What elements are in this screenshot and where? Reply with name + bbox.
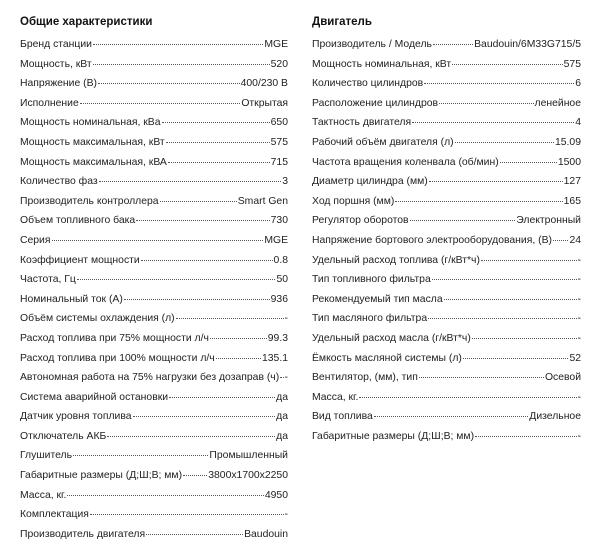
- dotted-leader: [500, 162, 557, 163]
- general-specs-heading: Общие характеристики: [20, 16, 153, 28]
- spec-value: -: [577, 332, 581, 344]
- dotted-leader: [481, 260, 577, 261]
- spec-value: Smart Gen: [237, 195, 288, 207]
- spec-label: Вентилятор, (мм), тип: [312, 372, 418, 384]
- engine-spec-row: [312, 98, 581, 118]
- spec-label: Автономная работа на 75% нагрузки без дозаправ (ч): [20, 372, 280, 384]
- general-spec-row: [20, 529, 288, 548]
- dotted-leader: [455, 142, 554, 143]
- spec-value: -: [284, 509, 288, 521]
- spec-label: Тактность двигателя: [312, 117, 412, 129]
- spec-value: ленейное: [534, 97, 581, 109]
- spec-value: -: [284, 372, 288, 384]
- spec-label: Рабочий объём двигателя (л): [312, 136, 454, 148]
- spec-label: Габаритные размеры (Д;Ш;В; мм): [312, 430, 475, 442]
- engine-spec-row: [312, 59, 581, 79]
- engine-spec-row: [312, 78, 581, 98]
- spec-value: 4: [575, 117, 581, 129]
- general-spec-row: [20, 450, 288, 470]
- general-spec-row: [20, 137, 288, 157]
- general-spec-row: [20, 78, 288, 98]
- spec-label: Датчик уровня топлива: [20, 411, 132, 423]
- general-spec-row: [20, 372, 288, 392]
- dotted-leader: [160, 201, 237, 202]
- spec-label: Габаритные размеры (Д;Ш;В; мм): [20, 470, 183, 482]
- spec-value: 165: [563, 195, 581, 207]
- spec-value: 575: [563, 58, 581, 70]
- dotted-leader: [67, 495, 263, 496]
- engine-spec-row: [312, 137, 581, 157]
- engine-spec-row: [312, 411, 581, 431]
- dotted-leader: [475, 436, 576, 437]
- general-spec-row: [20, 255, 288, 275]
- spec-value: 715: [270, 156, 288, 168]
- spec-value: 520: [270, 58, 288, 70]
- spec-label: Удельный расход масла (г/кВт*ч): [312, 332, 471, 344]
- spec-value: 50: [276, 274, 288, 286]
- spec-value: 99.3: [267, 332, 288, 344]
- general-spec-row: [20, 431, 288, 451]
- spec-value: Открытая: [241, 97, 288, 109]
- general-spec-row: [20, 333, 288, 353]
- spec-value: Дизельное: [529, 411, 581, 423]
- dotted-leader: [169, 397, 275, 398]
- engine-spec-row: [312, 235, 581, 255]
- spec-label: Регулятор оборотов: [312, 215, 409, 227]
- spec-value: Промышленный: [209, 450, 288, 462]
- general-specs-list: [20, 39, 288, 548]
- engine-specs-heading: Двигатель: [312, 16, 372, 28]
- spec-label: Расположение цилиндров: [312, 97, 439, 109]
- spec-label: Ёмкость масляной системы (л): [312, 352, 462, 364]
- spec-label: Расход топлива при 75% мощности л/ч: [20, 332, 209, 344]
- spec-label: Производитель / Модель: [312, 39, 432, 50]
- engine-spec-row: [312, 333, 581, 353]
- engine-spec-row: [312, 274, 581, 294]
- spec-value: -: [577, 391, 581, 403]
- spec-value: 4950: [264, 489, 288, 501]
- spec-value: -: [577, 313, 581, 325]
- spec-label: Напряжение бортового электрооборудования, (В): [312, 234, 552, 246]
- dotted-leader: [553, 240, 568, 241]
- engine-spec-row: [312, 39, 581, 59]
- dotted-leader: [374, 416, 529, 417]
- spec-label: Мощность, кВт: [20, 58, 92, 70]
- engine-spec-row: [312, 117, 581, 137]
- dotted-leader: [452, 64, 563, 65]
- spec-label: Количество фаз: [20, 176, 98, 188]
- spec-value: -: [577, 274, 581, 286]
- spec-label: Расход топлива при 100% мощности л/ч: [20, 352, 215, 364]
- dotted-leader: [410, 220, 516, 221]
- spec-value: 3800x1700x2250: [208, 470, 288, 482]
- engine-spec-row: [312, 313, 581, 333]
- spec-value: да: [276, 411, 288, 423]
- general-spec-row: [20, 117, 288, 137]
- spec-label: Масса, кг.: [20, 489, 67, 501]
- general-spec-row: [20, 215, 288, 235]
- spec-label: Рекомендуемый тип масла: [312, 293, 443, 305]
- dotted-leader: [280, 377, 283, 378]
- spec-value: -: [577, 254, 581, 266]
- general-spec-row: [20, 509, 288, 529]
- spec-value: -: [284, 313, 288, 325]
- dotted-leader: [80, 103, 241, 104]
- spec-value: 135.1: [261, 352, 288, 364]
- dotted-leader: [146, 534, 243, 535]
- dotted-leader: [444, 299, 577, 300]
- dotted-leader: [359, 397, 576, 398]
- spec-label: Мощность номинальная, кВа: [20, 117, 161, 129]
- spec-label: Частота вращения коленвала (об/мин): [312, 156, 499, 168]
- spec-value: 24: [569, 234, 581, 246]
- spec-label: Количество цилиндров: [312, 78, 424, 90]
- general-spec-row: [20, 353, 288, 373]
- dotted-leader: [168, 162, 270, 163]
- engine-spec-row: [312, 392, 581, 412]
- spec-label: Тип топливного фильтра: [312, 274, 431, 286]
- spec-value: Электронный: [516, 215, 581, 227]
- spec-value: 1500: [557, 156, 581, 168]
- spec-label: Вид топлива: [312, 411, 373, 423]
- spec-value: 0.8: [273, 254, 288, 266]
- general-spec-row: [20, 196, 288, 216]
- engine-spec-row: [312, 215, 581, 235]
- spec-label: Номинальный ток (А): [20, 293, 123, 305]
- general-spec-row: [20, 294, 288, 314]
- dotted-leader: [136, 220, 269, 221]
- spec-value: 3: [282, 176, 288, 188]
- dotted-leader: [107, 436, 275, 437]
- spec-value: 730: [270, 215, 288, 227]
- dotted-leader: [99, 181, 282, 182]
- general-spec-row: [20, 98, 288, 118]
- engine-spec-row: [312, 176, 581, 196]
- general-spec-row: [20, 176, 288, 196]
- spec-value: 15.09: [554, 136, 581, 148]
- dotted-leader: [472, 338, 577, 339]
- dotted-leader: [90, 514, 284, 515]
- spec-label: Комплектация: [20, 509, 89, 521]
- spec-label: Исполнение: [20, 97, 79, 109]
- dotted-leader: [93, 44, 263, 45]
- general-spec-row: [20, 39, 288, 59]
- spec-label: Объём системы охлаждения (л): [20, 313, 175, 325]
- general-spec-row: [20, 490, 288, 510]
- spec-value: 575: [270, 136, 288, 148]
- dotted-leader: [424, 83, 574, 84]
- general-spec-row: [20, 313, 288, 333]
- engine-spec-row: [312, 353, 581, 373]
- spec-value: да: [276, 430, 288, 442]
- spec-value: MGE: [264, 234, 288, 246]
- dotted-leader: [432, 279, 577, 280]
- dotted-leader: [216, 358, 261, 359]
- spec-value: 127: [563, 176, 581, 188]
- spec-label: Глушитель: [20, 450, 72, 462]
- spec-label: Диаметр цилиндра (мм): [312, 176, 428, 188]
- spec-value: Baudouin/6M33G715/5: [474, 39, 581, 50]
- dotted-leader: [162, 122, 270, 123]
- dotted-leader: [429, 181, 563, 182]
- spec-label: Коэффициент мощности: [20, 254, 140, 266]
- spec-label: Частота, Гц: [20, 274, 76, 286]
- spec-label: Производитель контроллера: [20, 195, 159, 207]
- engine-specs-list: [312, 39, 581, 450]
- engine-spec-row: [312, 255, 581, 275]
- engine-spec-row: [312, 196, 581, 216]
- engine-spec-row: [312, 157, 581, 177]
- dotted-leader: [395, 201, 562, 202]
- spec-label: Мощность максимальная, кВт: [20, 136, 165, 148]
- spec-value: 936: [270, 293, 288, 305]
- spec-value: да: [276, 391, 288, 403]
- spec-label: Объем топливного бака: [20, 215, 136, 227]
- dotted-leader: [98, 83, 240, 84]
- spec-label: Бренд станции: [20, 39, 92, 50]
- dotted-leader: [463, 358, 569, 359]
- dotted-leader: [52, 240, 264, 241]
- spec-label: Напряжение (В): [20, 78, 97, 90]
- general-spec-row: [20, 411, 288, 431]
- general-spec-row: [20, 470, 288, 490]
- spec-label: Ход поршня (мм): [312, 195, 395, 207]
- dotted-leader: [412, 122, 574, 123]
- spec-label: Мощность максимальная, кВА: [20, 156, 167, 168]
- dotted-leader: [433, 44, 473, 45]
- spec-label: Система аварийной остановки: [20, 391, 169, 403]
- spec-label: Масса, кг.: [312, 391, 359, 403]
- dotted-leader: [141, 260, 273, 261]
- dotted-leader: [77, 279, 276, 280]
- spec-label: Серия: [20, 234, 51, 246]
- general-spec-row: [20, 235, 288, 255]
- dotted-leader: [73, 455, 208, 456]
- general-spec-row: [20, 59, 288, 79]
- engine-spec-row: [312, 431, 581, 451]
- spec-value: -: [577, 293, 581, 305]
- spec-value: 6: [575, 78, 581, 90]
- dotted-leader: [428, 318, 576, 319]
- dotted-leader: [93, 64, 270, 65]
- spec-label: Тип масляного фильтра: [312, 313, 428, 325]
- dotted-leader: [166, 142, 270, 143]
- spec-label: Производитель двигателя: [20, 528, 146, 540]
- spec-value: 650: [270, 117, 288, 129]
- spec-value: MGE: [264, 39, 288, 50]
- spec-label: Отключатель АКБ: [20, 430, 107, 442]
- dotted-leader: [183, 475, 207, 476]
- spec-value: 52: [569, 352, 581, 364]
- general-spec-row: [20, 157, 288, 177]
- spec-value: Осевой: [544, 372, 581, 384]
- dotted-leader: [210, 338, 267, 339]
- spec-value: Baudouin: [244, 528, 288, 540]
- dotted-leader: [124, 299, 270, 300]
- spec-value: 400/230 В: [240, 78, 288, 90]
- spec-value: -: [577, 430, 581, 442]
- general-spec-row: [20, 274, 288, 294]
- dotted-leader: [133, 416, 276, 417]
- dotted-leader: [439, 103, 534, 104]
- engine-spec-row: [312, 294, 581, 314]
- dotted-leader: [419, 377, 544, 378]
- engine-spec-row: [312, 372, 581, 392]
- dotted-leader: [176, 318, 284, 319]
- general-spec-row: [20, 392, 288, 412]
- spec-label: Мощность номинальная, кВт: [312, 58, 452, 70]
- spec-label: Удельный расход топлива (г/кВт*ч): [312, 254, 480, 266]
